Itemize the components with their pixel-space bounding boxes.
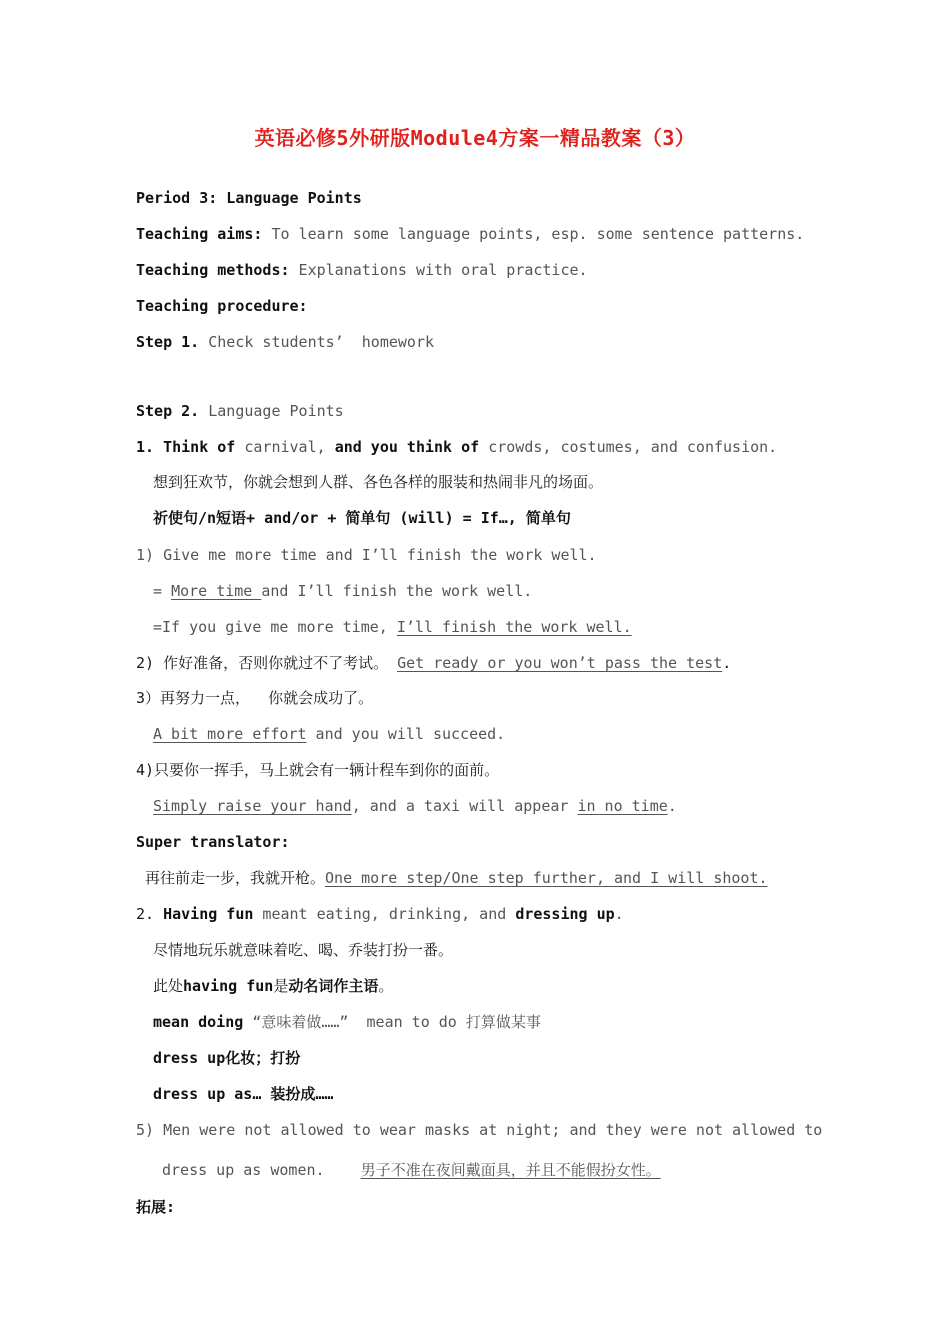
example-5b-translation: 男子不准在夜间戴面具，并且不能假扮女性。 <box>360 1161 661 1179</box>
super-translator-chinese: 再往前走一步，我就开枪。 <box>145 869 326 887</box>
point-1-text-b: carnival, <box>235 438 335 456</box>
example-1b <box>153 581 532 601</box>
example-1b-prefix: = <box>153 582 172 600</box>
mean-doing-phrase: mean doing <box>153 1013 244 1031</box>
example-4b-middle: , and a taxi will appear <box>351 797 578 815</box>
example-3b-underlined: A bit more effort <box>153 725 307 743</box>
example-4b <box>153 796 677 816</box>
teaching-methods <box>136 260 588 280</box>
step2-label: Step 2. <box>136 402 200 420</box>
point-1-number: 1. <box>136 438 164 456</box>
aims-text: To learn some language points, esp. some sentence patterns. <box>262 225 805 243</box>
super-translator-line <box>145 868 768 888</box>
step2-text: Language Points <box>199 402 344 420</box>
super-translator-answer: One more step/One step further, and I will shoot. <box>325 869 768 887</box>
point-2 <box>136 904 624 924</box>
point-2-note-suffix: 。 <box>378 977 394 995</box>
example-4b-suffix: . <box>667 797 677 815</box>
point-1-chinese: 想到狂欢节，你就会想到人群、各色各样的服装和热闹非凡的场面。 <box>153 473 604 491</box>
example-1c-prefix: =If you give me more time, <box>153 618 397 636</box>
example-2 <box>136 653 731 673</box>
mean-doing-explanation: “意味着做……” mean to do 打算做某事 <box>243 1013 541 1031</box>
period-heading: Period 3: Language Points <box>136 189 362 207</box>
point-2-note-grammar: 动名词作主语 <box>288 977 379 995</box>
example-4b-underlined-2: in no time <box>577 797 668 815</box>
example-3: 3）再努力一点， 你就会成功了。 <box>136 689 374 707</box>
methods-text: Explanations with oral practice. <box>289 261 588 279</box>
dress-up-as-line: dress up as… 装扮成…… <box>153 1085 334 1103</box>
point-2-text-b: meant eating, drinking, and <box>253 905 516 923</box>
methods-label: Teaching methods: <box>136 261 290 279</box>
example-5: 5) Men were not allowed to wear masks at night; and they were not allowed to <box>136 1121 823 1139</box>
point-2-number: 2. <box>136 905 164 923</box>
dress-up-line: dress up化妆；打扮 <box>153 1049 301 1067</box>
example-1c-underlined: I’ll finish the work well. <box>396 618 632 636</box>
step1-text: Check students’ homework <box>199 333 435 351</box>
page-title: 英语必修5外研版Module4方案一精品教案（3） <box>254 126 696 150</box>
mean-doing-line <box>153 1012 541 1032</box>
point-2-phrase-a: Having fun <box>163 905 254 923</box>
point-2-note-middle: 是 <box>273 977 289 995</box>
point-1-text-d: crowds, costumes, and confusion. <box>479 438 778 456</box>
step1-label: Step 1. <box>136 333 200 351</box>
teaching-aims <box>136 224 804 244</box>
example-2-prefix: 2) 作好准备，否则你就过不了考试。 <box>136 654 398 672</box>
point-2-chinese: 尽情地玩乐就意味着吃、喝、乔装打扮一番。 <box>153 941 454 959</box>
aims-label: Teaching aims: <box>136 225 263 243</box>
example-4: 4)只要你一挥手，马上就会有一辆计程车到你的面前。 <box>136 761 500 779</box>
example-1b-suffix: and I’ll finish the work well. <box>261 582 533 600</box>
example-1b-underlined: More time <box>171 582 262 600</box>
point-2-note <box>153 976 393 996</box>
point-1-rule: 祈使句/n短语+ and/or + 简单句 (will) = If…, 简单句 <box>153 509 571 527</box>
example-3b <box>153 724 505 744</box>
point-1 <box>136 437 777 457</box>
point-1-phrase-a: Think of <box>163 438 236 456</box>
extend-heading: 拓展: <box>136 1198 176 1216</box>
super-translator-heading: Super translator: <box>136 833 290 851</box>
point-1-phrase-c: and you think of <box>334 438 480 456</box>
example-4b-underlined-1: Simply raise your hand <box>153 797 352 815</box>
example-1c <box>153 617 632 637</box>
point-2-note-phrase: having fun <box>183 977 274 995</box>
point-2-note-prefix: 此处 <box>153 977 184 995</box>
point-2-text-d: . <box>614 905 624 923</box>
step-1 <box>136 332 434 352</box>
example-3b-suffix: and you will succeed. <box>306 725 506 743</box>
example-5b <box>162 1160 661 1180</box>
step-2 <box>136 401 344 421</box>
point-2-phrase-c: dressing up <box>515 905 615 923</box>
example-2-suffix: . <box>722 654 732 672</box>
teaching-procedure: Teaching procedure: <box>136 297 308 315</box>
example-5b-prefix: dress up as women. <box>162 1161 361 1179</box>
example-2-underlined: Get ready or you won’t pass the test <box>397 654 723 672</box>
example-1: 1) Give me more time and I’ll finish the work well. <box>136 546 597 564</box>
